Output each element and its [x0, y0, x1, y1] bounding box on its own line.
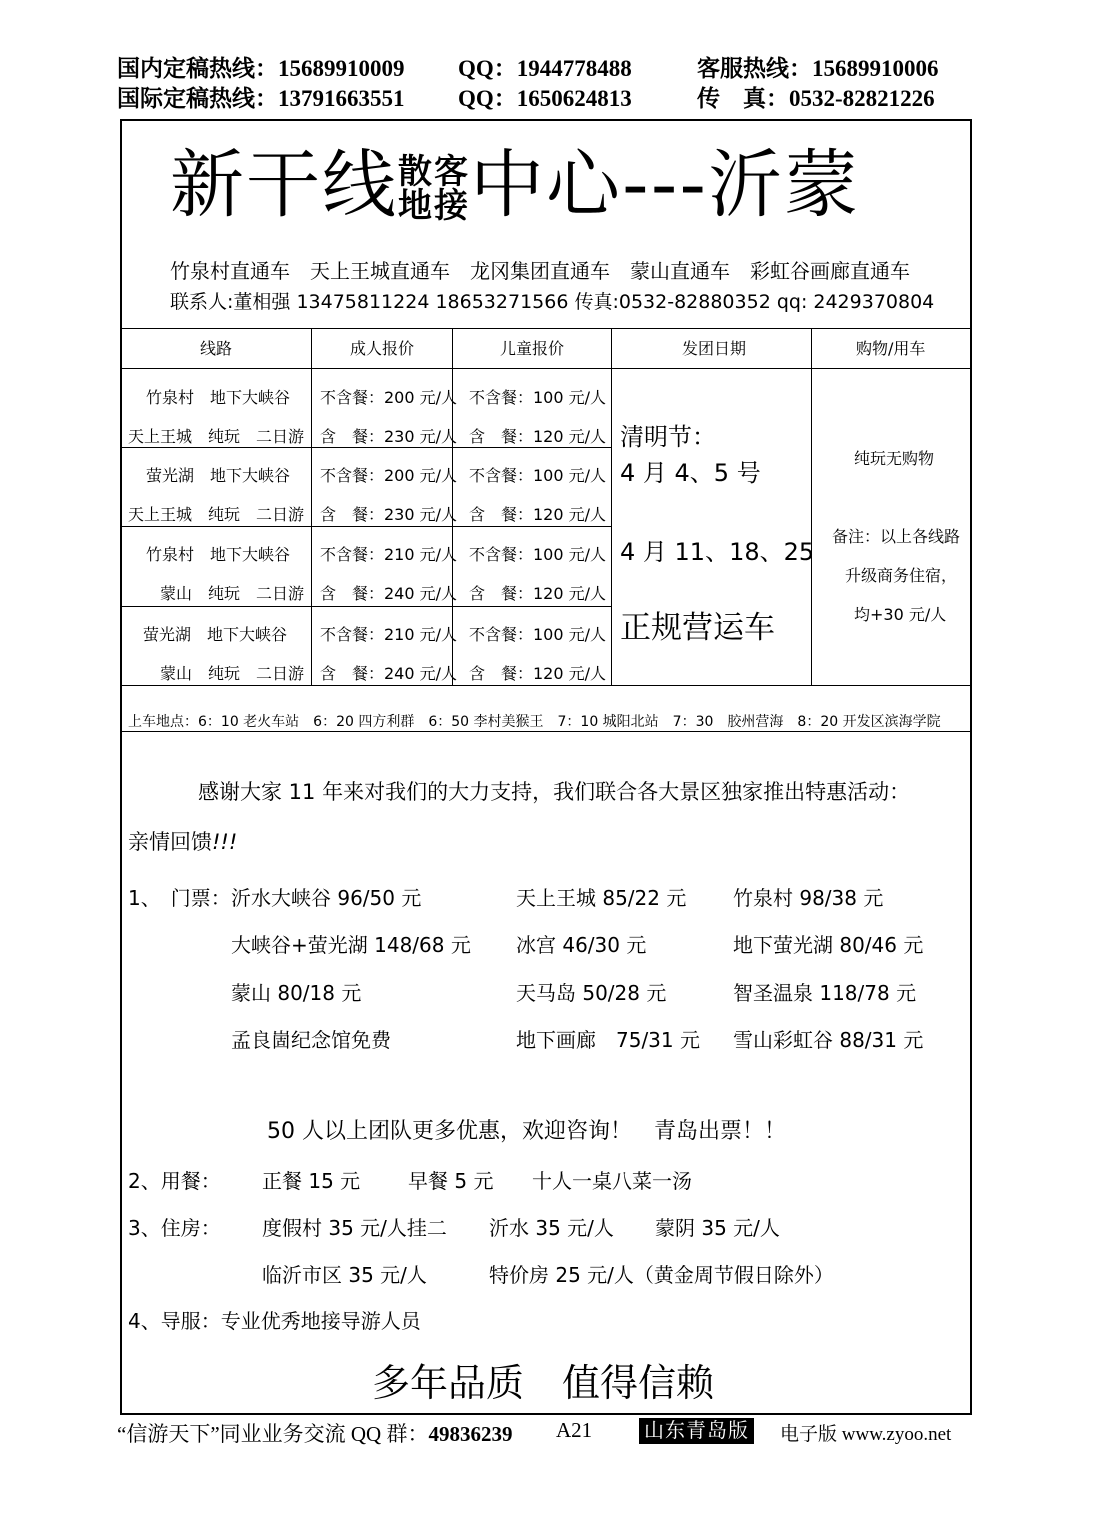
child-price-cell: 不含餐：100 元/人 — [469, 466, 607, 485]
stack-char: 接 — [434, 186, 470, 227]
phone: 15689910009 — [278, 56, 405, 81]
april-dates: 4 月 11、18、25 — [620, 538, 815, 566]
row-divider — [120, 447, 611, 448]
route-cell: 蒙山 纯玩 二日游 — [160, 664, 305, 683]
child-price-cell: 不含餐：100 元/人 — [469, 388, 607, 407]
adult-price-cell: 含 餐：240 元/人 — [320, 664, 458, 683]
header-adult-price: 成人报价 — [350, 339, 415, 358]
hotline-service — [697, 50, 939, 83]
child-price-cell: 不含餐：100 元/人 — [469, 625, 607, 644]
phone: 15689910006 — [812, 56, 939, 81]
ticket-item: 蒙山 80/18 元 — [231, 981, 362, 1005]
adult-price-cell: 含 餐：230 元/人 — [320, 505, 458, 524]
direct-buses: 竹泉村直通车 天上王城直通车 龙冈集团直通车 蒙山直通车 彩虹谷画廊直通车 — [170, 259, 910, 283]
feedback-text — [128, 826, 237, 856]
route-cell: 天上王城 纯玩 二日游 — [128, 427, 305, 446]
label: QQ： — [458, 86, 517, 111]
header-shopping: 购物/用车 — [856, 339, 926, 358]
child-price-cell: 含 餐：120 元/人 — [469, 505, 607, 524]
lodging-item: 度假村 35 元/人挂二 — [262, 1216, 447, 1240]
adult-price-cell: 含 餐：240 元/人 — [320, 584, 458, 603]
adult-price-cell: 不含餐：210 元/人 — [320, 545, 458, 564]
ticket-item: 孟良崮纪念馆免费 — [231, 1028, 391, 1052]
ticket-item: 地下萤光湖 80/46 元 — [733, 933, 924, 957]
ticket-item: 沂水大峡谷 96/50 元 — [231, 886, 422, 910]
ticket-item: 雪山彩虹谷 88/31 元 — [733, 1028, 924, 1052]
row-divider — [120, 526, 611, 527]
ad-title — [170, 140, 860, 230]
route-cell: 萤光湖 地下大峡谷 — [143, 625, 288, 644]
label: “信游天下”同业业务交流 QQ 群： — [117, 1422, 429, 1446]
stack-char: 客 — [434, 152, 470, 193]
qingming-label: 清明节： — [620, 423, 716, 451]
hotline-international — [117, 80, 405, 113]
meals-label: 2、用餐： — [128, 1169, 221, 1193]
footer-qq-group — [117, 1418, 512, 1448]
title-right: 中心---沂蒙 — [470, 142, 861, 228]
stack-char: 散 — [398, 152, 434, 193]
ticket-item: 天上王城 85/22 元 — [516, 886, 687, 910]
feedback-marks: !!! — [212, 830, 238, 854]
phone: 13791663551 — [278, 86, 405, 111]
label: 国内定稿热线： — [117, 56, 278, 81]
title-stack-1 — [398, 152, 434, 227]
label: 传 真： — [697, 86, 789, 111]
title-stack-2 — [434, 152, 470, 227]
lodging-item: 特价房 25 元/人（黄金周节假日除外） — [489, 1263, 834, 1287]
row-divider — [120, 606, 611, 607]
website: 电子版 www.zyoo.net — [780, 1424, 952, 1445]
qq: 1650624813 — [516, 86, 632, 111]
child-price-cell: 不含餐：100 元/人 — [469, 545, 607, 564]
qq-international — [458, 80, 632, 113]
col-divider — [611, 328, 612, 685]
meal-item: 正餐 15 元 — [262, 1169, 361, 1193]
ticket-item: 冰宫 46/30 元 — [516, 933, 647, 957]
adult-price-cell: 含 餐：230 元/人 — [320, 427, 458, 446]
route-cell: 萤光湖 地下大峡谷 — [146, 466, 291, 485]
shopping-note: 备注：以上各线路 — [832, 527, 961, 546]
route-cell: 天上王城 纯玩 二日游 — [128, 505, 305, 524]
edition-badge: 山东青岛版 — [639, 1418, 754, 1444]
adult-price-cell: 不含餐：200 元/人 — [320, 466, 458, 485]
child-price-cell: 含 餐：120 元/人 — [469, 427, 607, 446]
guide-service: 4、导服：专业优秀地接导游人员 — [128, 1309, 421, 1333]
meal-item: 早餐 5 元 — [408, 1169, 494, 1193]
ticket-item: 大峡谷+萤光湖 148/68 元 — [231, 933, 471, 957]
lodging-label: 3、住房： — [128, 1216, 221, 1240]
lodging-item: 临沂市区 35 元/人 — [262, 1263, 427, 1287]
thanks-text: 感谢大家 11 年来对我们的大力支持，我们联合各大景区独家推出特惠活动： — [198, 780, 911, 804]
table-top-line — [120, 328, 972, 329]
adult-price-cell: 不含餐：210 元/人 — [320, 625, 458, 644]
header-departure-date: 发团日期 — [682, 339, 747, 358]
ticket-item: 天马岛 50/28 元 — [516, 981, 667, 1005]
ticket-item: 智圣温泉 118/78 元 — [733, 981, 917, 1005]
child-price-cell: 含 餐：120 元/人 — [469, 584, 607, 603]
label: 客服热线： — [697, 56, 812, 81]
qq-group-number: 49836239 — [428, 1422, 513, 1446]
col-divider — [811, 328, 812, 685]
col-divider — [311, 328, 312, 685]
header-child-price: 儿童报价 — [500, 339, 565, 358]
title-left: 新干线 — [170, 142, 398, 228]
contact-line: 联系人:董相强 13475811224 18653271566 传真:0532-82880352 qq: 2429370804 — [170, 291, 935, 313]
adult-price-cell: 不含餐：200 元/人 — [320, 388, 458, 407]
child-price-cell: 含 餐：120 元/人 — [469, 664, 607, 683]
route-cell: 蒙山 纯玩 二日游 — [160, 584, 305, 603]
no-shopping: 纯玩无购物 — [854, 449, 935, 468]
table-header-line — [120, 368, 972, 369]
label: 国际定稿热线： — [117, 86, 278, 111]
fax-number: 0532-82821226 — [789, 86, 935, 111]
tickets-label: 1、 门票： — [128, 886, 231, 910]
lodging-item: 蒙阴 35 元/人 — [655, 1216, 780, 1240]
table-bottom-line — [120, 685, 972, 686]
ticket-item: 地下画廊 75/31 元 — [516, 1028, 700, 1052]
shopping-note: 均+30 元/人 — [854, 605, 947, 624]
hotline-domestic — [117, 50, 405, 83]
fax — [697, 80, 935, 113]
stack-char: 地 — [398, 186, 434, 227]
shopping-note: 升级商务住宿， — [845, 566, 958, 585]
boarding-bottom-line — [120, 731, 972, 732]
meal-item: 十人一桌八菜一汤 — [532, 1169, 692, 1193]
slogan: 多年品质 值得信赖 — [372, 1361, 715, 1405]
qq: 1944778488 — [516, 56, 632, 81]
header-route: 线路 — [200, 339, 233, 358]
lodging-item: 沂水 35 元/人 — [489, 1216, 614, 1240]
qq-domestic — [458, 50, 632, 83]
group-discount: 50 人以上团队更多优惠，欢迎咨询！ 青岛出票！！ — [267, 1119, 786, 1144]
page-number: A21 — [556, 1418, 593, 1442]
route-cell: 竹泉村 地下大峡谷 — [146, 545, 291, 564]
boarding-locations: 上车地点：6：10 老火车站 6：20 四方利群 6：50 李村美猴王 7：10 城阳北站 7：30 胶州营海 8：20 开发区滨海学院 — [128, 714, 941, 730]
ticket-item: 竹泉村 98/38 元 — [733, 886, 884, 910]
qingming-dates: 4 月 4、5 号 — [620, 459, 761, 487]
bus-type: 正规营运车 — [620, 610, 775, 646]
feedback-label: 亲情回馈 — [128, 830, 212, 854]
label: QQ： — [458, 56, 517, 81]
route-cell: 竹泉村 地下大峡谷 — [146, 388, 291, 407]
